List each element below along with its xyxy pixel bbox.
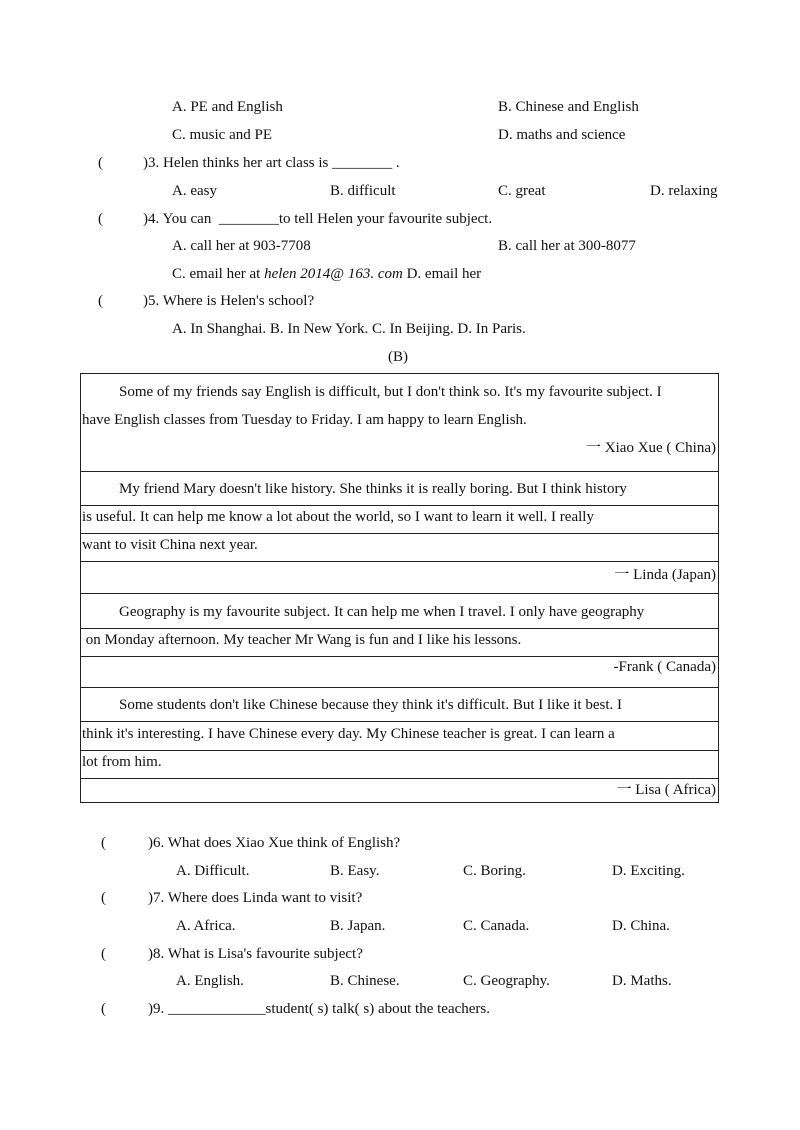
q8-option-c: C. Geography. [463, 973, 550, 989]
q9-answer-paren: ( [101, 1001, 106, 1017]
p2-author: 一 Linda (Japan) [614, 567, 716, 583]
q6-option-a: A. Difficult. [176, 863, 250, 879]
q4-option-c-d [172, 265, 481, 283]
q8-answer-paren: ( [101, 946, 106, 962]
divider [81, 471, 718, 472]
q4-option-c-email: helen 2014@ 163. com [264, 266, 403, 282]
q7-answer-paren: ( [101, 890, 106, 906]
p1-line2: have English classes from Tuesday to Friday. I am happy to learn English. [82, 412, 527, 428]
q3-option-a: A. easy [172, 183, 217, 199]
p3-author: -Frank ( Canada) [613, 659, 716, 675]
divider [81, 687, 718, 688]
q2-option-a: A. PE and English [172, 99, 283, 115]
q7-stem: )7. Where does Linda want to visit? [148, 890, 363, 906]
q4-option-c-prefix: C. email her at [172, 266, 265, 282]
divider [81, 505, 718, 506]
p1-line1: Some of my friends say English is difficult, but I don't think so. It's my favourite subject. I [119, 384, 662, 400]
q2-option-c: C. music and PE [172, 127, 272, 143]
q6-stem: )6. What does Xiao Xue think of English? [148, 835, 401, 851]
q5-stem: )5. Where is Helen's school? [143, 293, 315, 309]
q8-option-d: D. Maths. [612, 973, 672, 989]
q7-option-c: C. Canada. [463, 918, 530, 934]
q3-answer-paren: ( [98, 155, 103, 171]
divider [81, 778, 718, 779]
q8-option-a: A. English. [176, 973, 244, 989]
q4-stem: )4. You can ________to tell Helen your favourite subject. [143, 211, 493, 227]
divider [81, 561, 718, 562]
q8-stem: )8. What is Lisa's favourite subject? [148, 946, 363, 962]
p3-line1: Geography is my favourite subject. It can help me when I travel. I only have geography [119, 604, 645, 620]
p4-author: 一 Lisa ( Africa) [616, 782, 716, 798]
q9-stem: )9. _____________student( s) talk( s) about the teachers. [148, 1001, 491, 1017]
q3-option-b: B. difficult [330, 183, 396, 199]
q6-answer-paren: ( [101, 835, 106, 851]
passages-box [80, 373, 719, 803]
p1-author: 一 Xiao Xue ( China) [586, 440, 716, 456]
q3-stem: )3. Helen thinks her art class is ________ . [143, 155, 400, 171]
p2-line3: want to visit China next year. [82, 537, 258, 553]
p4-line2: think it's interesting. I have Chinese every day. My Chinese teacher is great. I can learn a [82, 726, 615, 742]
q6-option-d: D. Exciting. [612, 863, 685, 879]
p4-line3: lot from him. [82, 754, 162, 770]
q3-option-c: C. great [498, 183, 546, 199]
q4-option-b: B. call her at 300-8077 [498, 238, 636, 254]
section-b-label: (B) [388, 349, 408, 365]
q4-option-a: A. call her at 903-7708 [172, 238, 311, 254]
divider [81, 628, 718, 629]
divider [81, 750, 718, 751]
divider [81, 593, 718, 594]
q2-option-b: B. Chinese and English [498, 99, 639, 115]
q4-option-d: D. email her [402, 266, 482, 282]
q4-answer-paren: ( [98, 211, 103, 227]
q7-option-a: A. Africa. [176, 918, 236, 934]
p3-line2: on Monday afternoon. My teacher Mr Wang is fun and I like his lessons. [82, 632, 522, 648]
q7-option-d: D. China. [612, 918, 670, 934]
p2-line1: My friend Mary doesn't like history. She thinks it is really boring. But I think history [119, 481, 627, 497]
divider [81, 721, 718, 722]
q8-option-b: B. Chinese. [330, 973, 400, 989]
q5-answer-paren: ( [98, 293, 103, 309]
divider [81, 656, 718, 657]
divider [81, 533, 718, 534]
p2-line2: is useful. It can help me know a lot about the world, so I want to learn it well. I really [82, 509, 594, 525]
q3-option-d: D. relaxing [650, 183, 718, 199]
q6-option-c: C. Boring. [463, 863, 526, 879]
q5-options: A. In Shanghai. B. In New York. C. In Beijing. D. In Paris. [172, 321, 526, 337]
q6-option-b: B. Easy. [330, 863, 380, 879]
p4-line1: Some students don't like Chinese because they think it's difficult. But I like it best. I [119, 697, 622, 713]
q2-option-d: D. maths and science [498, 127, 626, 143]
q7-option-b: B. Japan. [330, 918, 386, 934]
